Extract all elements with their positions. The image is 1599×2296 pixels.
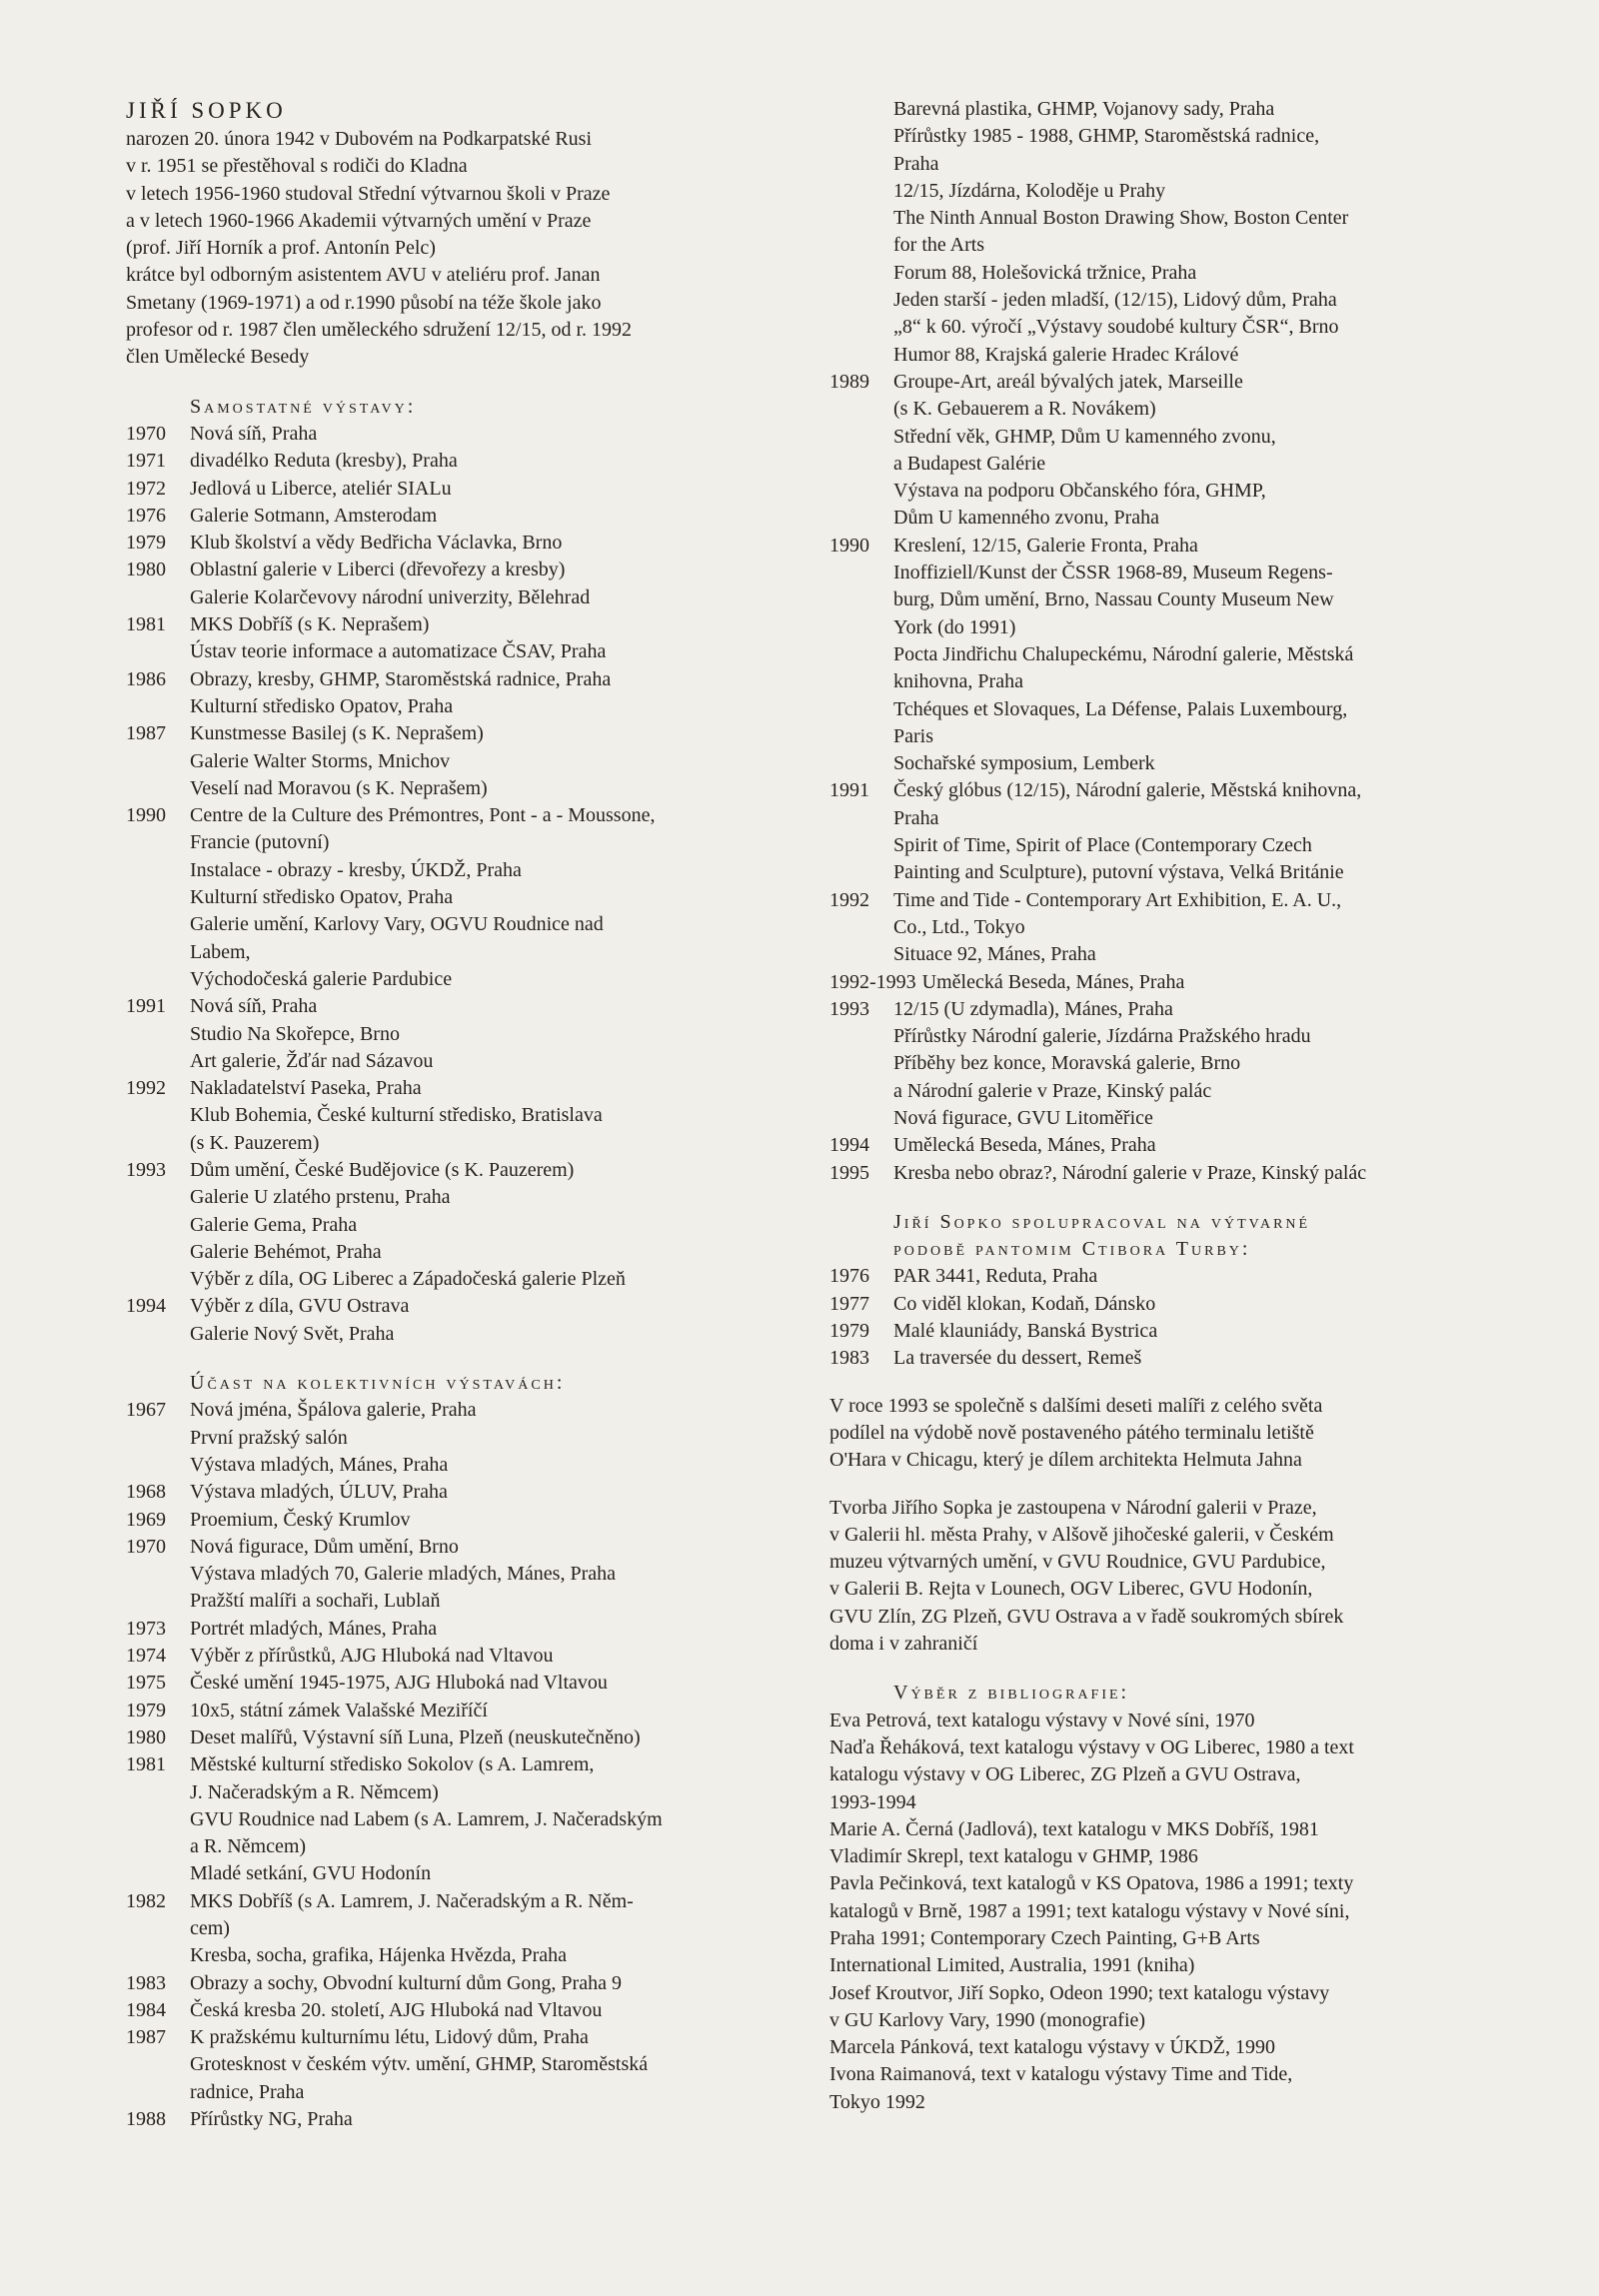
entry-line: Tchéques et Slovaques, La Défense, Palais Luxembourg, — [893, 697, 1348, 720]
entry-text — [190, 1888, 766, 1970]
exhibition-entry — [126, 1397, 766, 1479]
entry-line: Galerie Kolarčevovy národní univerzity, Bělehrad — [190, 585, 591, 608]
entry-text — [190, 611, 766, 666]
entry-text — [190, 666, 766, 721]
entry-line: Kresba nebo obraz?, Národní galerie v Praze, Kinský palác — [893, 1161, 1367, 1184]
paragraph-line: doma i v zahraničí — [829, 1633, 978, 1656]
entry-text — [190, 802, 766, 993]
entry-line: Deset malířů, Výstavní síň Luna, Plzeň (neuskutečněno) — [190, 1725, 641, 1748]
entry-year: 1974 — [126, 1645, 166, 1668]
entry-line: Přírůstky 1985 - 1988, GHMP, Staroměstská radnice, — [893, 125, 1320, 148]
bibliography-line: Vladimír Skrepl, text katalogu v GHMP, 1986 — [829, 1845, 1198, 1868]
entry-year: 1993 — [829, 997, 869, 1020]
entry-line: divadélko Reduta (kresby), Praha — [190, 450, 458, 473]
entry-line: Střední věk, GHMP, Dům U kamenného zvonu, — [893, 425, 1276, 448]
entry-line: Klub Bohemia, České kulturní středisko, Bratislava — [190, 1104, 603, 1127]
bibliography-line: Naďa Řeháková, text katalogu výstavy v OG Liberec, 1980 a text — [829, 1735, 1354, 1758]
entry-line: Humor 88, Krajská galerie Hradec Králové — [893, 343, 1239, 366]
exhibition-entry — [126, 1643, 766, 1670]
exhibition-entry — [829, 1160, 1479, 1187]
paragraph-line: O'Hara v Chicagu, který je dílem architekta Helmuta Jahna — [829, 1449, 1302, 1472]
entry-line: Dům umění, České Budějovice (s K. Pauzerem) — [190, 1158, 575, 1181]
entry-line: Grotesknost v českém výtv. umění, GHMP, Staroměstská — [190, 2053, 649, 2076]
entry-text — [190, 1751, 766, 1887]
entry-line: Kreslení, 12/15, Galerie Fronta, Praha — [893, 534, 1198, 557]
entry-line: Kunstmesse Basilej (s K. Neprašem) — [190, 722, 484, 745]
group-exhibitions-heading: Účast na kolektivních výstavách: — [190, 1372, 566, 1395]
entry-text — [190, 2024, 766, 2106]
entry-line: Přírůstky NG, Praha — [190, 2108, 353, 2131]
bibliography-line: Ivona Raimanová, text v katalogu výstavy Time and Tide, — [829, 2063, 1293, 2086]
pantomime-list — [829, 1263, 1479, 1372]
entry-line: „8“ k 60. výročí „Výstavy soudobé kultury ČSR“, Brno — [893, 316, 1339, 339]
exhibition-entry — [126, 802, 766, 993]
entry-text — [190, 1157, 766, 1293]
bibliography-line: Marie A. Černá (Jadlová), text katalogu v MKS Dobříš, 1981 — [829, 1817, 1319, 1840]
entry-text — [190, 421, 766, 448]
exhibition-entry — [126, 1293, 766, 1348]
exhibition-entry — [126, 666, 766, 721]
entry-line: Nakladatelství Paseka, Praha — [190, 1077, 422, 1100]
exhibition-entry — [126, 421, 766, 448]
entry-line: Městské kulturní středisko Sokolov (s A. Lamrem, — [190, 1753, 595, 1776]
entry-line: Proemium, Český Krumlov — [190, 1508, 411, 1531]
entry-text — [190, 720, 766, 802]
exhibition-entry — [126, 1157, 766, 1293]
entry-year: 1993 — [126, 1158, 166, 1181]
exhibition-entry — [829, 1345, 1479, 1372]
entry-line: První pražský salón — [190, 1426, 348, 1449]
entry-line: Česká kresba 20. století, AJG Hluboká nad Vltavou — [190, 1998, 603, 2021]
entry-text — [190, 1507, 766, 1534]
entry-year: 1983 — [829, 1347, 869, 1370]
entry-line: Mladé setkání, GVU Hodonín — [190, 1862, 432, 1885]
exhibition-entry — [126, 530, 766, 557]
paragraph-line: v Galerii B. Rejta v Lounech, OGV Liberec, GVU Hodonín, — [829, 1578, 1313, 1601]
exhibition-entry — [126, 611, 766, 666]
artist-name: JIŘÍ SOPKO — [126, 98, 287, 123]
entry-line: for the Arts — [893, 234, 985, 257]
entry-text — [190, 530, 766, 557]
entry-line: Český glóbus (12/15), Národní galerie, Městská knihovna, — [893, 779, 1362, 802]
bibliography-line: v GU Karlovy Vary, 1990 (monografie) — [829, 2008, 1146, 2031]
entry-text — [190, 1397, 766, 1479]
entry-text — [893, 777, 1479, 886]
entry-line: Jedlová u Liberce, ateliér SIALu — [190, 477, 452, 500]
chicago-paragraph — [829, 1393, 1479, 1475]
entry-year: 1992 — [829, 888, 869, 911]
entry-year: 1967 — [126, 1399, 166, 1422]
entry-line: Nová figurace, Dům umění, Brno — [190, 1535, 459, 1558]
exhibition-entry — [829, 533, 1479, 778]
entry-line: Galerie Walter Storms, Mnichov — [190, 749, 451, 772]
entry-line: MKS Dobříš (s K. Neprašem) — [190, 613, 430, 636]
entry-year: 1981 — [126, 613, 166, 636]
entry-line: Praha — [893, 806, 939, 829]
entry-year: 1987 — [126, 722, 166, 745]
entry-year: 1989 — [829, 370, 869, 393]
entry-line: GVU Roudnice nad Labem (s A. Lamrem, J. Načeradským — [190, 1807, 663, 1830]
bio-line: člen Umělecké Besedy — [126, 346, 310, 369]
entry-year: 1994 — [126, 1295, 166, 1318]
entry-line: 12/15 (U zdymadla), Mánes, Praha — [893, 997, 1173, 1020]
pantomime-heading — [829, 1209, 1479, 1264]
entry-line: Východočeská galerie Pardubice — [190, 967, 453, 990]
right-column — [829, 96, 1479, 2116]
bibliography-line: Tokyo 1992 — [829, 2090, 925, 2113]
entry-text — [190, 2106, 766, 2133]
entry-year: 1977 — [829, 1292, 869, 1315]
exhibition-entry — [829, 777, 1479, 886]
entry-year: 1980 — [126, 559, 166, 581]
entry-text — [893, 96, 1479, 369]
entry-line: Paris — [893, 724, 933, 747]
entry-line: Výběr z přírůstků, AJG Hluboká nad Vltavou — [190, 1645, 554, 1668]
entry-line: Francie (putovní) — [190, 831, 330, 854]
bibliography-line: Marcela Pánková, text katalogu výstavy v ÚKDŽ, 1990 — [829, 2036, 1276, 2059]
entry-line: Výstava mladých 70, Galerie mladých, Mánes, Praha — [190, 1563, 616, 1586]
entry-text — [190, 1698, 766, 1724]
entry-year: 1981 — [126, 1753, 166, 1776]
entry-year: 1990 — [126, 804, 166, 827]
entry-year: 1975 — [126, 1672, 166, 1695]
entry-line: a Budapest Galérie — [893, 452, 1046, 475]
entry-line: Oblastní galerie v Liberci (dřevořezy a kresby) — [190, 559, 566, 581]
entry-text — [893, 1132, 1479, 1159]
exhibition-entry — [126, 1616, 766, 1643]
entry-text — [190, 476, 766, 503]
entry-line: Portrét mladých, Mánes, Praha — [190, 1617, 438, 1640]
exhibition-entry — [829, 969, 1479, 996]
exhibition-entry — [126, 557, 766, 611]
entry-line: Galerie Behémot, Praha — [190, 1240, 382, 1263]
exhibition-entry — [829, 96, 1479, 369]
entry-line: Výběr z díla, GVU Ostrava — [190, 1295, 410, 1318]
bibliography-line: Praha 1991; Contemporary Czech Painting, G+B Arts — [829, 1927, 1260, 1949]
entry-line: Time and Tide - Contemporary Art Exhibition, E. A. U., — [893, 888, 1342, 911]
entry-year — [829, 96, 893, 369]
entry-year: 1980 — [126, 1725, 166, 1748]
entry-year: 1982 — [126, 1889, 166, 1912]
entry-year: 1986 — [126, 667, 166, 690]
bibliography-line: 1993-1994 — [829, 1790, 916, 1813]
bio-line: (prof. Jiří Horník a prof. Antonín Pelc) — [126, 237, 436, 260]
entry-text — [190, 1075, 766, 1157]
entry-text — [893, 1263, 1479, 1290]
entry-line: Kulturní středisko Opatov, Praha — [190, 886, 454, 909]
entry-line: Painting and Sculpture), putovní výstava, Velká Británie — [893, 861, 1344, 884]
bibliography-line: Eva Petrová, text katalogu výstavy v Nové síni, 1970 — [829, 1709, 1255, 1731]
paragraph-line: v Galerii hl. města Prahy, v Alšově jihočeské galerii, v Českém — [829, 1523, 1334, 1546]
bibliography-line: katalogu výstavy v OG Liberec, ZG Plzeň a GVU Ostrava, — [829, 1763, 1301, 1786]
entry-line: Groupe-Art, areál bývalých jatek, Marseille — [893, 370, 1243, 393]
entry-line: Klub školství a vědy Bedřicha Václavka, Brno — [190, 532, 563, 555]
entry-line: Spirit of Time, Spirit of Place (Contemporary Czech — [893, 834, 1312, 857]
exhibition-entry — [126, 2024, 766, 2106]
entry-line: La traversée du dessert, Remeš — [893, 1347, 1142, 1370]
bio-line: v letech 1956-1960 studoval Střední výtvarnou školi v Praze — [126, 182, 611, 205]
exhibition-entry — [829, 887, 1479, 969]
entry-line: Pocta Jindřichu Chalupeckému, Národní galerie, Městská — [893, 642, 1354, 665]
entry-text — [190, 1724, 766, 1751]
entry-year: 1991 — [829, 779, 869, 802]
entry-year: 1976 — [829, 1265, 869, 1288]
entry-line: knihovna, Praha — [893, 670, 1023, 693]
exhibition-entry — [829, 1132, 1479, 1159]
entry-line: Sochařské symposium, Lemberk — [893, 752, 1155, 775]
entry-line: Situace 92, Mánes, Praha — [893, 943, 1096, 966]
entry-year: 1984 — [126, 1998, 166, 2021]
entry-line: Galerie Sotmann, Amsterodam — [190, 504, 438, 527]
entry-line: Malé klauniády, Banská Bystrica — [893, 1320, 1158, 1343]
entry-line: Příběhy bez konce, Moravská galerie, Brno — [893, 1052, 1241, 1075]
left-column — [126, 96, 766, 2133]
bibliography-line: Pavla Pečinková, text katalogů v KS Opatova, 1986 a 1991; texty — [829, 1872, 1354, 1895]
entry-text — [893, 1291, 1479, 1318]
entry-line: Umělecká Beseda, Mánes, Praha — [893, 1134, 1156, 1157]
entry-year: 1972 — [126, 477, 166, 500]
entry-line: České umění 1945-1975, AJG Hluboká nad Vltavou — [190, 1672, 608, 1695]
bio-line: a v letech 1960-1966 Akademii výtvarných umění v Praze — [126, 209, 592, 232]
entry-line: Inoffiziell/Kunst der ČSSR 1968-89, Museum Regens- — [893, 562, 1333, 584]
entry-year: 1979 — [829, 1320, 869, 1343]
entry-line: Ústav teorie informace a automatizace ČSAV, Praha — [190, 640, 607, 663]
entry-line: burg, Dům umění, Brno, Nassau County Museum New — [893, 588, 1334, 611]
collections-paragraph — [829, 1495, 1479, 1659]
entry-line: Praha — [893, 152, 939, 175]
entry-line: Obrazy a sochy, Obvodní kulturní dům Gong, Praha 9 — [190, 1971, 622, 1994]
entry-line: Jeden starší - jeden mladší, (12/15), Lidový dům, Praha — [893, 289, 1337, 312]
entry-year: 1979 — [126, 532, 166, 555]
pantomime-heading-line: Jiří Sopko spolupracoval na výtvarné — [893, 1210, 1311, 1233]
bibliography-list — [829, 1708, 1479, 2116]
entry-text — [190, 1970, 766, 1997]
exhibition-entry — [126, 448, 766, 475]
exhibition-entry — [829, 369, 1479, 533]
entry-year: 1970 — [126, 422, 166, 445]
exhibition-entry — [126, 1670, 766, 1697]
entry-line: Galerie umění, Karlovy Vary, OGVU Roudnice nad — [190, 913, 604, 936]
entry-line: Instalace - obrazy - kresby, ÚKDŽ, Praha — [190, 858, 522, 881]
biography — [126, 126, 766, 372]
entry-year: 1990 — [829, 534, 869, 557]
exhibition-entry — [126, 1479, 766, 1506]
paragraph-line: muzeu výtvarných umění, v GVU Roudnice, GVU Pardubice, — [829, 1551, 1326, 1574]
entry-line: Centre de la Culture des Prémontres, Pont - a - Moussone, — [190, 804, 656, 827]
exhibition-entry — [126, 993, 766, 1075]
entry-line: Výstava mladých, Mánes, Praha — [190, 1453, 449, 1476]
entry-line: Nová síň, Praha — [190, 995, 318, 1018]
solo-exhibitions-heading: Samostatné výstavy: — [190, 395, 417, 418]
paragraph-line: podílel na výdobě nově postaveného pátého terminalu letiště — [829, 1421, 1314, 1444]
entry-line: Art galerie, Žďár nad Sázavou — [190, 1049, 434, 1072]
paragraph-line: Tvorba Jiřího Sopka je zastoupena v Národní galerii v Praze, — [829, 1496, 1317, 1519]
entry-line: York (do 1991) — [893, 615, 1016, 638]
bibliography-line: Josef Kroutvor, Jiří Sopko, Odeon 1990; text katalogu výstavy — [829, 1981, 1330, 2004]
entry-line: Umělecká Beseda, Mánes, Praha — [921, 970, 1185, 993]
bio-line: v r. 1951 se přestěhoval s rodiči do Kladna — [126, 155, 468, 178]
entry-year: 1973 — [126, 1617, 166, 1640]
entry-text — [893, 533, 1479, 778]
exhibition-entry — [829, 996, 1479, 1132]
entry-line: Co viděl klokan, Kodaň, Dánsko — [893, 1292, 1156, 1315]
entry-text — [893, 369, 1479, 533]
entry-line: Galerie Gema, Praha — [190, 1213, 358, 1236]
entry-line: Dům U kamenného zvonu, Praha — [893, 507, 1160, 530]
entry-line: Forum 88, Holešovická tržnice, Praha — [893, 261, 1197, 284]
entry-line: Výběr z díla, OG Liberec a Západočeská galerie Plzeň — [190, 1268, 626, 1291]
bio-line: Smetany (1969-1971) a od r.1990 působí na téže škole jako — [126, 291, 602, 314]
entry-year: 1994 — [829, 1134, 869, 1157]
entry-line: The Ninth Annual Boston Drawing Show, Boston Center — [893, 207, 1349, 230]
entry-text — [190, 1616, 766, 1643]
entry-line: cem) — [190, 1917, 230, 1939]
entry-year: 1970 — [126, 1535, 166, 1558]
entry-line: (s K. Gebauerem a R. Novákem) — [893, 398, 1156, 421]
paragraph-line: GVU Zlín, ZG Plzeň, GVU Ostrava a v řadě soukromých sbírek — [829, 1605, 1344, 1628]
entry-text — [190, 1479, 766, 1506]
entry-text — [190, 557, 766, 611]
entry-text — [893, 996, 1479, 1132]
entry-text — [190, 1670, 766, 1697]
exhibition-entry — [126, 1888, 766, 1970]
entry-year: 1991 — [126, 995, 166, 1018]
entry-line: PAR 3441, Reduta, Praha — [893, 1265, 1098, 1288]
entry-year: 1976 — [126, 504, 166, 527]
entry-line: Obrazy, kresby, GHMP, Staroměstská radnice, Praha — [190, 667, 612, 690]
group-exhibitions-list — [126, 1397, 766, 2133]
entry-line: Barevná plastika, GHMP, Vojanovy sady, Praha — [893, 98, 1275, 120]
entry-line: radnice, Praha — [190, 2080, 305, 2103]
entry-text — [893, 1345, 1479, 1372]
entry-year: 1968 — [126, 1481, 166, 1504]
entry-line: Kulturní středisko Opatov, Praha — [190, 694, 454, 717]
exhibition-entry — [126, 1997, 766, 2024]
entry-year: 1992-1993 — [829, 970, 916, 993]
exhibition-entry — [126, 2106, 766, 2133]
entry-text — [190, 1997, 766, 2024]
bio-line: narozen 20. února 1942 v Dubovém na Podkarpatské Rusi — [126, 128, 593, 150]
entry-text — [190, 1534, 766, 1616]
pantomime-heading-line: podobě pantomim Ctibora Turby: — [893, 1238, 1251, 1261]
entry-line: Přírůstky Národní galerie, Jízdárna Pražského hradu — [893, 1025, 1311, 1048]
entry-line: 10x5, státní zámek Valašské Meziříčí — [190, 1699, 488, 1722]
exhibition-entry — [126, 503, 766, 530]
entry-line: Galerie U zlatého prstenu, Praha — [190, 1186, 451, 1209]
entry-year: 1979 — [126, 1699, 166, 1722]
entry-line: Pražští malíři a sochaři, Lublaň — [190, 1590, 441, 1613]
entry-line: Labem, — [190, 940, 251, 963]
solo-exhibitions-list — [126, 421, 766, 1348]
entry-line: J. Načeradským a R. Němcem) — [190, 1780, 439, 1803]
entry-text — [190, 448, 766, 475]
bio-line: profesor od r. 1987 člen uměleckého sdružení 12/15, od r. 1992 — [126, 319, 632, 342]
bibliography-line: International Limited, Australia, 1991 (kniha) — [829, 1954, 1195, 1977]
exhibition-entry — [829, 1263, 1479, 1290]
bio-line: krátce byl odborným asistentem AVU v ateliéru prof. Janan — [126, 264, 601, 287]
entry-text — [893, 1160, 1479, 1187]
entry-year: 1988 — [126, 2108, 166, 2131]
entry-text — [893, 1318, 1479, 1345]
entry-line: K pražskému kulturnímu létu, Lidový dům, Praha — [190, 2026, 589, 2049]
entry-line: (s K. Pauzerem) — [190, 1131, 320, 1154]
exhibition-entry — [126, 476, 766, 503]
entry-line: 12/15, Jízdárna, Koloděje u Prahy — [893, 179, 1166, 202]
entry-line: MKS Dobříš (s A. Lamrem, J. Načeradským a R. Něm- — [190, 1889, 634, 1912]
entry-line: Galerie Nový Svět, Praha — [190, 1322, 395, 1345]
entry-line: Nová síň, Praha — [190, 422, 318, 445]
exhibition-entry — [126, 1507, 766, 1534]
entry-text — [190, 1293, 766, 1348]
entry-line: Studio Na Skořepce, Brno — [190, 1022, 400, 1045]
entry-line: Nová figurace, GVU Litoměřice — [893, 1106, 1153, 1129]
bibliography-line: katalogů v Brně, 1987 a 1991; text katalogu výstavy v Nové síni, — [829, 1899, 1350, 1922]
entry-line: Veselí nad Moravou (s K. Neprašem) — [190, 776, 488, 799]
group-exhibitions-continued — [829, 96, 1479, 1187]
entry-line: Nová jména, Špálova galerie, Praha — [190, 1399, 477, 1422]
entry-text — [922, 969, 1479, 996]
exhibition-entry — [829, 1318, 1479, 1345]
entry-text — [190, 503, 766, 530]
bibliography-heading: Výběr z bibliografie: — [893, 1682, 1130, 1705]
entry-line: Co., Ltd., Tokyo — [893, 915, 1025, 938]
entry-line: Výstava mladých, ÚLUV, Praha — [190, 1481, 448, 1504]
entry-line: Kresba, socha, grafika, Hájenka Hvězda, Praha — [190, 1944, 568, 1967]
entry-line: a R. Němcem) — [190, 1835, 307, 1858]
entry-year: 1987 — [126, 2026, 166, 2049]
entry-year: 1971 — [126, 450, 166, 473]
exhibition-entry — [126, 1075, 766, 1157]
entry-text — [190, 993, 766, 1075]
exhibition-entry — [126, 1751, 766, 1887]
entry-line: a Národní galerie v Praze, Kinský palác — [893, 1079, 1212, 1102]
entry-line: Výstava na podporu Občanského fóra, GHMP, — [893, 480, 1266, 503]
exhibition-entry — [126, 720, 766, 802]
entry-text — [893, 887, 1479, 969]
exhibition-entry — [126, 1698, 766, 1724]
exhibition-entry — [829, 1291, 1479, 1318]
exhibition-entry — [126, 1724, 766, 1751]
entry-year: 1992 — [126, 1077, 166, 1100]
exhibition-entry — [126, 1970, 766, 1997]
paragraph-line: V roce 1993 se společně s dalšími deseti malíři z celého světa — [829, 1394, 1323, 1417]
entry-year: 1995 — [829, 1161, 869, 1184]
entry-year: 1983 — [126, 1971, 166, 1994]
exhibition-entry — [126, 1534, 766, 1616]
entry-text — [190, 1643, 766, 1670]
entry-year: 1969 — [126, 1508, 166, 1531]
